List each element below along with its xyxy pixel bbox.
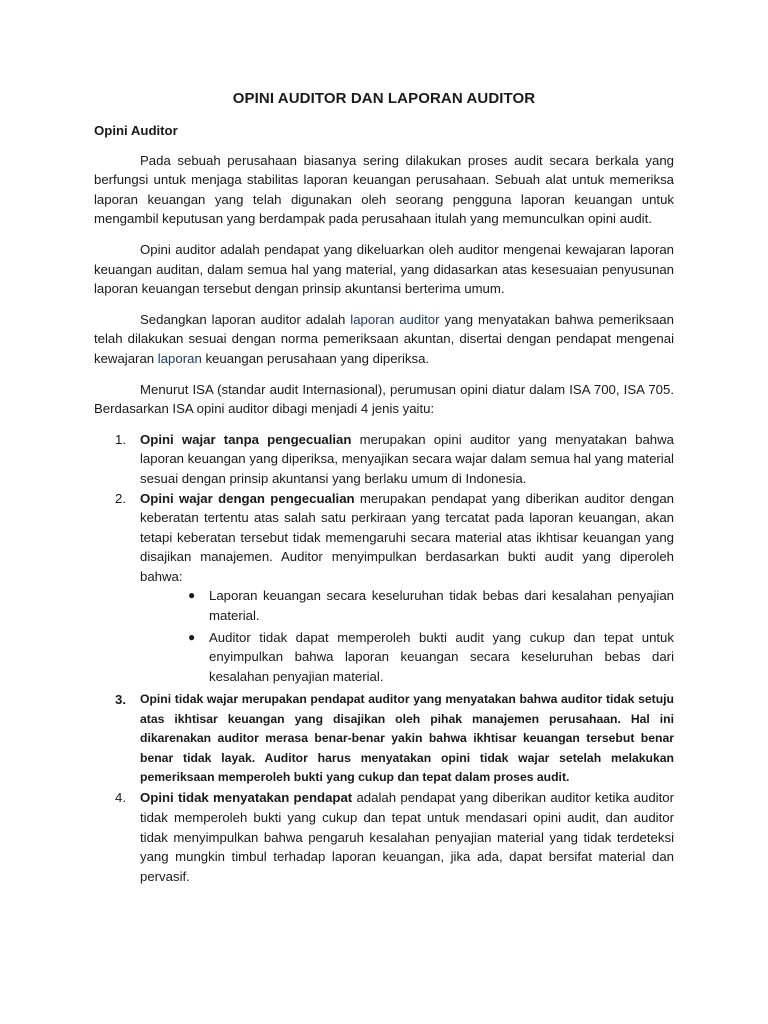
list-item-text (140, 430, 674, 489)
list-item-term: Opini tidak menyatakan pendapat (140, 790, 353, 806)
bullet-icon: ● (188, 588, 196, 603)
bullet-text: Laporan keuangan secara keseluruhan tidak bebas dari kesalahan penyajian material. (209, 588, 674, 624)
list-item-text (140, 489, 674, 587)
paragraph-3 (94, 310, 674, 369)
opinion-types-list (94, 430, 674, 887)
page-title: OPINI AUDITOR DAN LAPORAN AUDITOR (232, 90, 536, 107)
list-item (94, 430, 674, 489)
list-number: 2. (115, 490, 126, 506)
list-item (94, 788, 674, 886)
list-number: 1. (115, 431, 126, 447)
bullet-icon: ● (188, 629, 196, 644)
sub-bullet-list (140, 586, 674, 686)
list-item-text (140, 788, 674, 886)
list-item-description: merupakan pendapat yang diberikan auditor dengan keberatan tertentu atas salah satu perkiraan yang tercatat pada laporan keuangan, akan tetapi keberatan tersebut tidak memengaruhi secara material atas ikhtisar keuangan yang disajikan manajemen. Auditor menyimpulkan berdasarkan bukti audit yang diperoleh bahwa: (140, 490, 675, 584)
list-item-text: Opini tidak wajar merupakan pendapat auditor yang menyatakan bahwa auditor tidak setuju atas ikhtisar keuangan yang disajikan oleh pihak manajemen perusahaan. Hal ini dikarenakan auditor merasa benar-benar yakin bahwa ikhtisar keuangan tersebut benar benar tidak layak. Auditor harus menyatakan opini tidak wajar setelah melakukan pemeriksaan memperoleh bukti yang cukup dan tepat dalam proses audit. (140, 692, 674, 785)
laporan-link[interactable]: laporan (157, 350, 202, 366)
list-item-description: adalah pendapat yang diberikan auditor ketika auditor tidak memperoleh bukti yang cukup dan tepat untuk mendasari opini audit, dan auditor tidak menyimpulkan bahwa pengaruh kesalahan penyajian material yang tidak terdeteksi yang mungkin timbul terhadap laporan keuangan, jika ada, dapat bersifat material dan pervasif. (140, 790, 674, 884)
laporan-auditor-link[interactable]: laporan auditor (350, 311, 440, 327)
bullet-item (188, 586, 674, 625)
list-number: 4. (115, 790, 126, 806)
bullet-item (188, 628, 674, 687)
section-heading: Opini Auditor (94, 123, 178, 138)
list-item (94, 489, 674, 687)
list-item (94, 690, 674, 787)
paragraph-1: Pada sebuah perusahaan biasanya sering dilakukan proses audit secara berkala yang berfungsi untuk menjaga stabilitas laporan keuangan perusahaan. Sebuah alat untuk memeriksa laporan keuangan yang telah digunakan oleh seorang pengguna laporan keuangan untuk mengambil keputusan yang berdampak pada perusahaan itulah yang memunculkan opini audit. (94, 152, 674, 227)
document-body (94, 121, 674, 886)
bullet-text: Auditor tidak dapat memperoleh bukti audit yang cukup dan tepat untuk enyimpulkan bahwa laporan keuangan secara keseluruhan bebas dari kesalahan penyajian material. (209, 629, 674, 684)
list-number: 3. (115, 692, 126, 708)
paragraph-3-text-middle: yang menyatakan bahwa pemeriksaan telah dilakukan sesuai dengan norma pemeriksaan akuntan, disertai dengan pendapat mengenai kewajaran (94, 311, 674, 366)
paragraph-3-text-after: keuangan perusahaan yang diperiksa. (201, 350, 430, 366)
paragraph-4: Menurut ISA (standar audit Internasional), perumusan opini diatur dalam ISA 700, ISA 705. Berdasarkan ISA opini auditor dibagi menjadi 4 jenis yaitu: (94, 381, 674, 417)
list-item-term: Opini wajar dengan pengecualian (140, 490, 355, 506)
paragraph-3-text-before: Sedangkan laporan auditor adalah (140, 311, 351, 327)
paragraph-2: Opini auditor adalah pendapat yang dikeluarkan oleh auditor mengenai kewajaran laporan keuangan auditan, dalam semua hal yang material, yang didasarkan atas kesesuaian penyusunan laporan keuangan tersebut dengan prinsip akuntansi berterima umum. (94, 241, 674, 297)
list-item-description: merupakan opini auditor yang menyatakan bahwa laporan keuangan yang diperiksa, menyajikan secara wajar dalam semua hal yang material sesuai dengan prinsip akuntansi yang berlaku umum di Indonesia. (140, 431, 674, 486)
list-item-term: Opini wajar tanpa pengecualian (140, 431, 352, 447)
